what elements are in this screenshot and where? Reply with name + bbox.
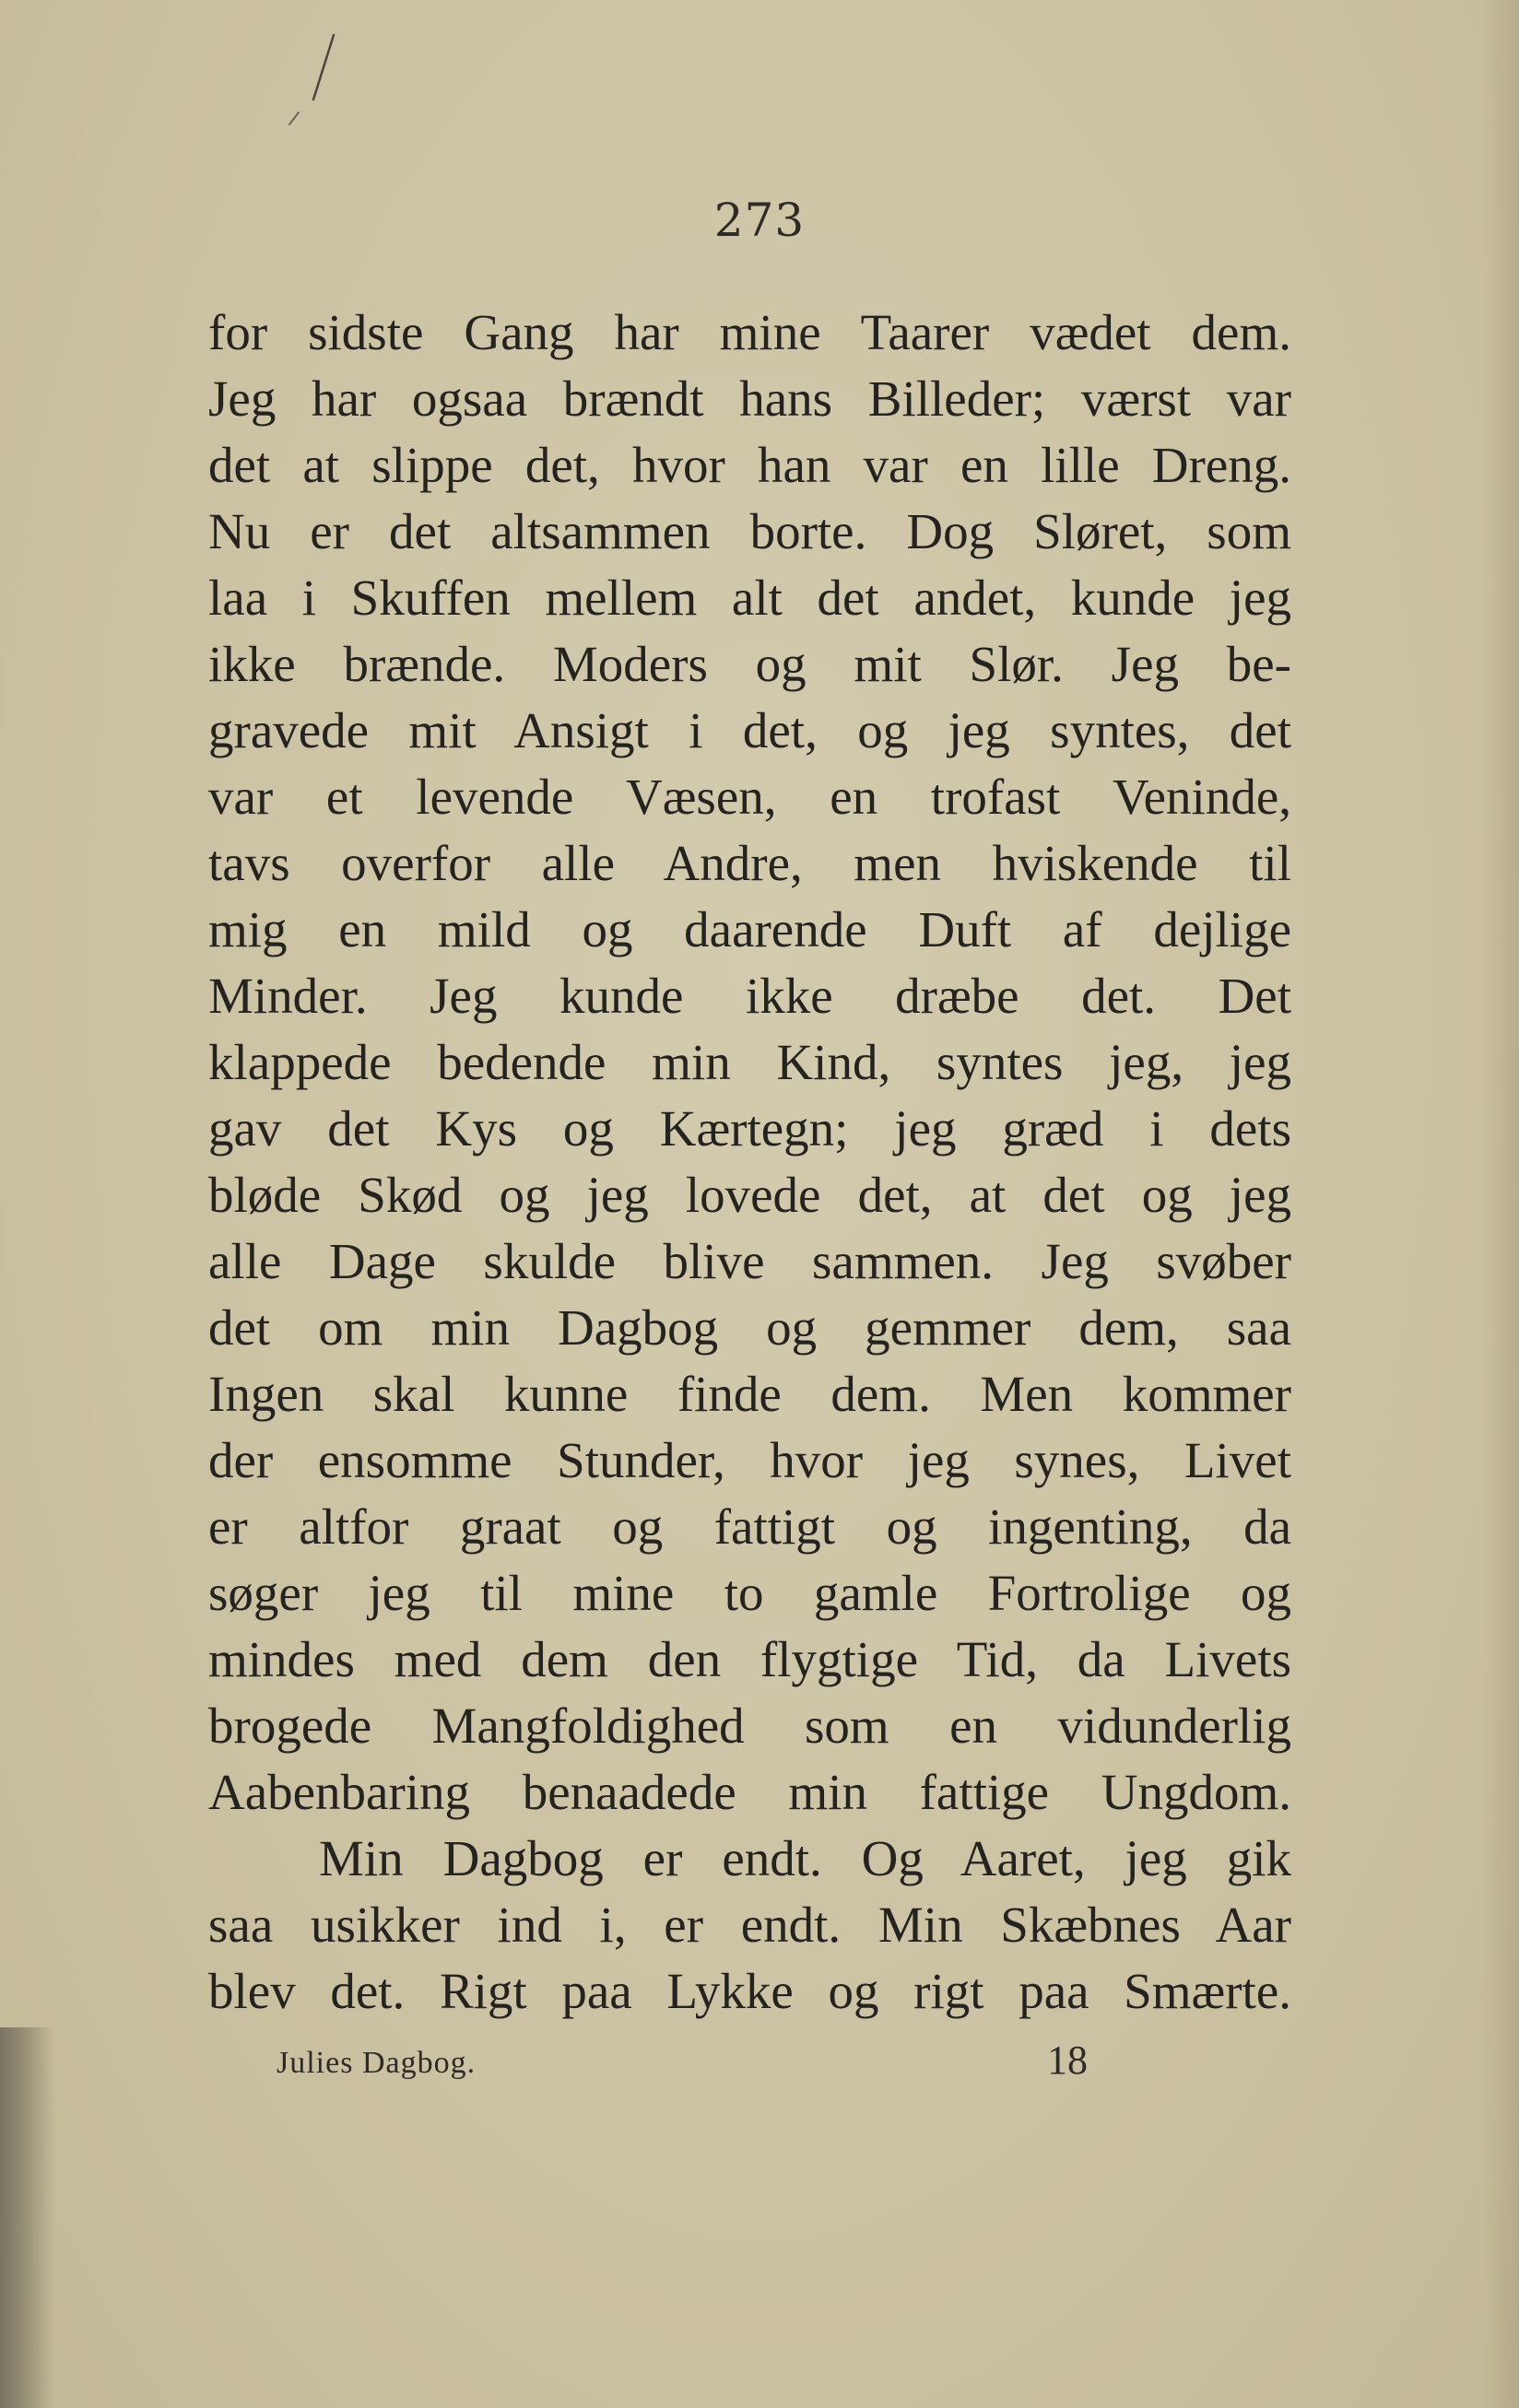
text-line: var et levende Væsen, en trofast Veninde,	[208, 769, 1291, 825]
signature-mark: 18	[1047, 2038, 1088, 2083]
text-line: Minder. Jeg kunde ikke dræbe det. Det	[208, 968, 1291, 1024]
text-line: blev det. Rigt paa Lykke og rigt paa Smærte.	[208, 1963, 1291, 2019]
body-text	[208, 300, 1291, 2025]
text-line: mig en mild og daarende Duft af dejlige	[208, 901, 1291, 957]
text-line: bløde Skød og jeg lovede det, at det og jeg	[208, 1167, 1291, 1223]
signature-title: Julies Dagbog.	[277, 2046, 477, 2080]
text-line: der ensomme Stunder, hvor jeg synes, Livet	[208, 1432, 1291, 1488]
text-line: søger jeg til mine to gamle Fortrolige og	[208, 1565, 1291, 1621]
text-line: tavs overfor alle Andre, men hviskende til	[208, 835, 1291, 891]
text-line: klappede bedende min Kind, syntes jeg, jeg	[208, 1034, 1291, 1090]
text-line: Jeg har ogsaa brændt hans Billeder; værst var	[208, 370, 1291, 427]
text-line: alle Dage skulde blive sammen. Jeg svøber	[208, 1233, 1291, 1289]
text-line: Aabenbaring benaadede min fattige Ungdom.	[208, 1764, 1291, 1820]
pencil-mark-icon	[277, 28, 350, 129]
text-line: brogede Mangfoldighed som en vidunderlig	[208, 1697, 1291, 1754]
text-line: det om min Dagbog og gemmer dem, saa	[208, 1299, 1291, 1356]
text-line: er altfor graat og fattigt og ingenting, da	[208, 1498, 1291, 1555]
text-line: laa i Skuffen mellem alt det andet, kunde jeg	[208, 570, 1291, 626]
text-line: mindes med dem den flygtige Tid, da Livets	[208, 1631, 1291, 1687]
text-line: Min Dagbog er endt. Og Aaret, jeg gik	[319, 1830, 1291, 1886]
text-line: det at slippe det, hvor han var en lille Dreng.	[208, 437, 1291, 493]
text-line: for sidste Gang har mine Taarer vædet dem.	[208, 304, 1291, 360]
text-line: ikke brænde. Moders og mit Slør. Jeg be-	[208, 636, 1291, 692]
binding-shadow	[0, 2027, 55, 2408]
text-line: gav det Kys og Kærtegn; jeg græd i dets	[208, 1100, 1291, 1157]
page-number: 273	[713, 194, 806, 247]
page-edge	[1482, 0, 1519, 2408]
text-line: gravede mit Ansigt i det, og jeg syntes, det	[208, 702, 1291, 758]
text-line: Ingen skal kunne finde dem. Men kommer	[208, 1366, 1291, 1422]
text-line: saa usikker ind i, er endt. Min Skæbnes Aar	[208, 1897, 1291, 1953]
text-line: Nu er det altsammen borte. Dog Sløret, som	[208, 503, 1291, 559]
page-footer	[277, 2037, 1088, 2083]
